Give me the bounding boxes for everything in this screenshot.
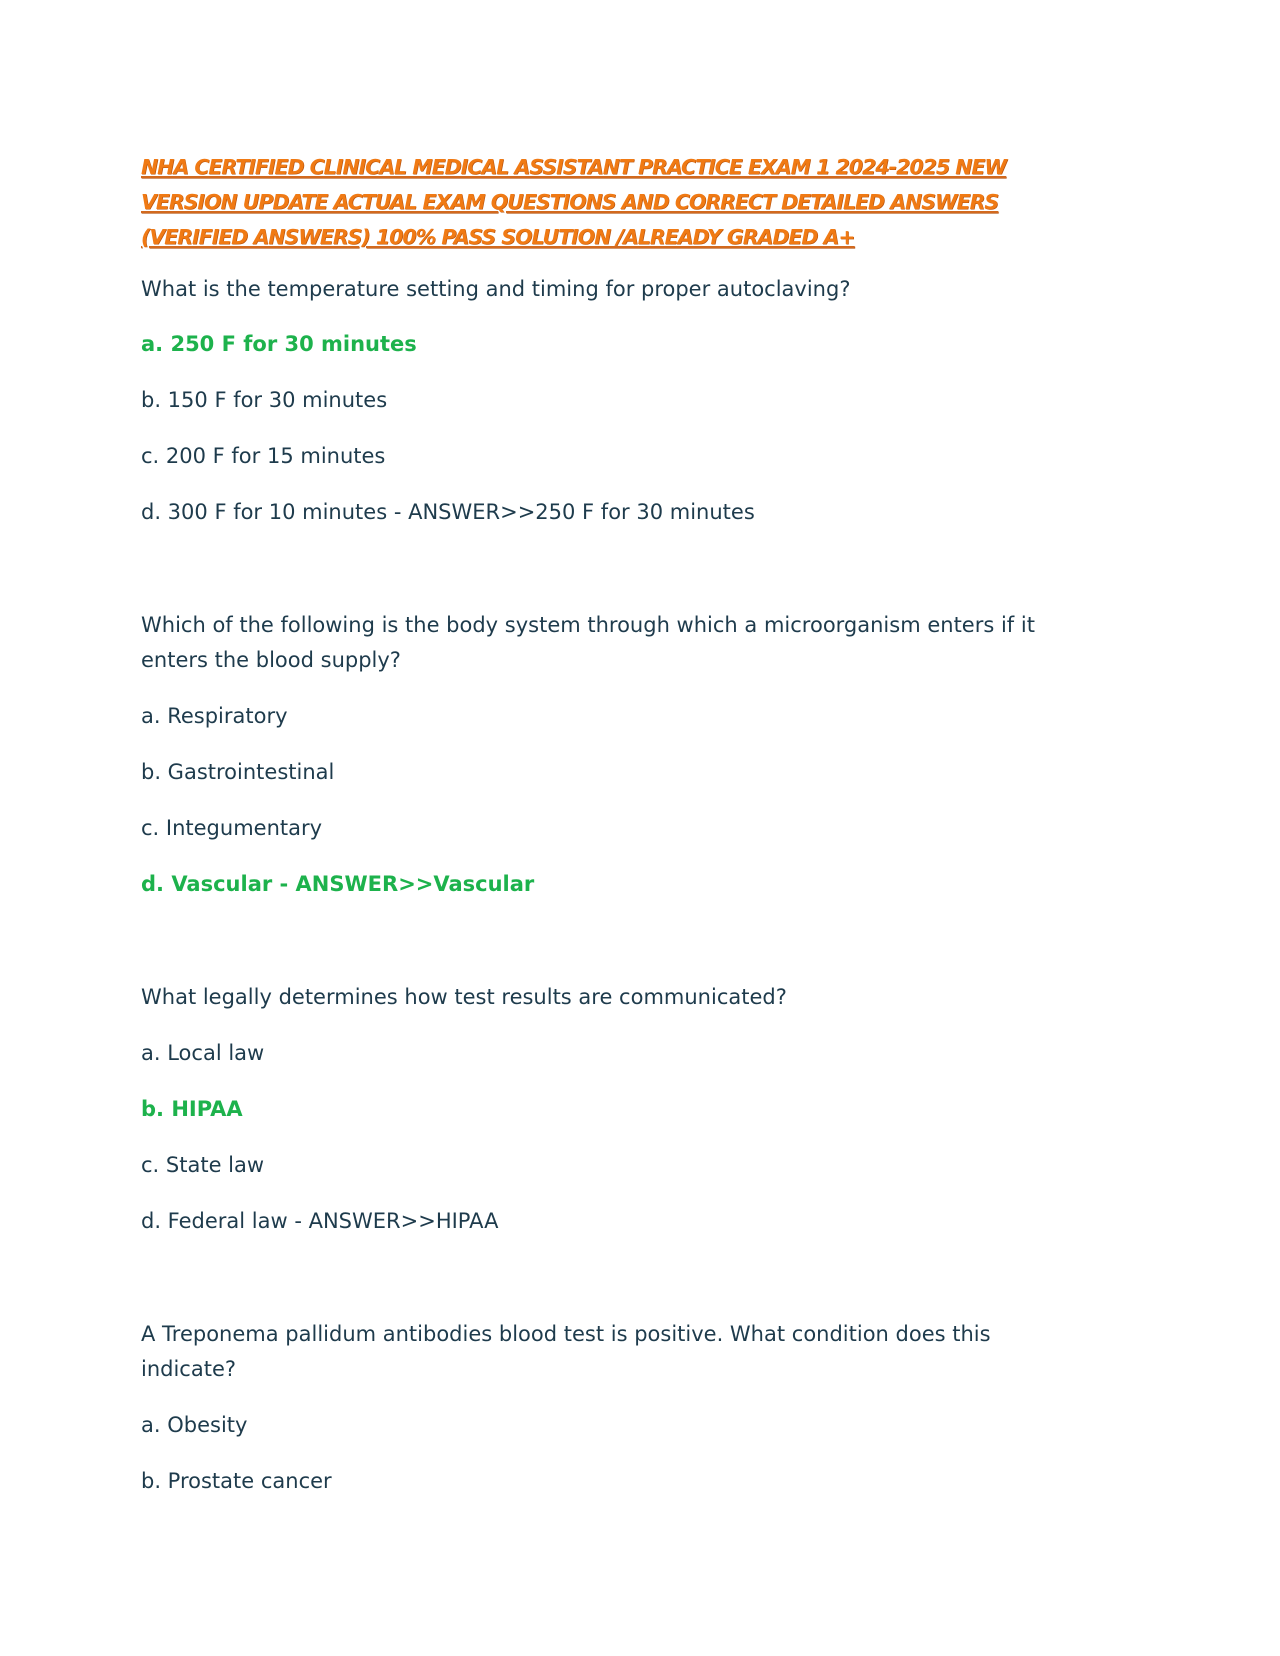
- question-4-option-b: b. Prostate cancer: [141, 1469, 332, 1493]
- question-2-option-c: c. Integumentary: [141, 816, 323, 840]
- question-4-line-2: indicate?: [141, 1357, 237, 1381]
- question-2-line-1: Which of the following is the body system through which a microorganism enters if it: [141, 613, 1035, 637]
- question-2-option-b: b. Gastrointestinal: [141, 760, 335, 784]
- question-4-line-1: A Treponema pallidum antibodies blood test is positive. What condition does this: [141, 1322, 991, 1346]
- question-1-option-b: b. 150 F for 30 minutes: [141, 388, 388, 412]
- question-3-text: [141, 980, 1041, 1015]
- question-3-option-b: b. HIPAA: [141, 1097, 243, 1121]
- question-4-option-a: a. Obesity: [141, 1413, 248, 1437]
- question-1-line-1: What is the temperature setting and timing for proper autoclaving?: [141, 277, 851, 301]
- question-2-option-d: d. Vascular - ANSWER>>Vascular: [141, 872, 535, 896]
- question-3-option-a: a. Local law: [141, 1041, 265, 1065]
- question-2-line-2: enters the blood supply?: [141, 648, 401, 672]
- title-line-2: VERSION UPDATE ACTUAL EXAM QUESTIONS AND CORRECT DETAILED ANSWERS: [141, 190, 999, 214]
- question-3-option-c: c. State law: [141, 1153, 265, 1177]
- question-2-option-a: a. Respiratory: [141, 704, 288, 728]
- question-1-option-d: d. 300 F for 10 minutes - ANSWER>>250 F for 30 minutes: [141, 500, 755, 524]
- question-1-option-c: c. 200 F for 15 minutes: [141, 444, 386, 468]
- title-line-3: (VERIFIED ANSWERS) 100% PASS SOLUTION /ALREADY GRADED A+: [141, 225, 855, 249]
- question-2-text: [141, 608, 1041, 678]
- question-1-text: [141, 272, 1041, 307]
- question-1-option-a: a. 250 F for 30 minutes: [141, 332, 417, 356]
- title-line-1: NHA CERTIFIED CLINICAL MEDICAL ASSISTANT PRACTICE EXAM 1 2024-2025 NEW: [141, 155, 1007, 179]
- question-3-option-d: d. Federal law - ANSWER>>HIPAA: [141, 1209, 499, 1233]
- document-title: [141, 150, 1021, 255]
- question-3-line-1: What legally determines how test results are communicated?: [141, 985, 787, 1009]
- question-4-text: [141, 1317, 1041, 1387]
